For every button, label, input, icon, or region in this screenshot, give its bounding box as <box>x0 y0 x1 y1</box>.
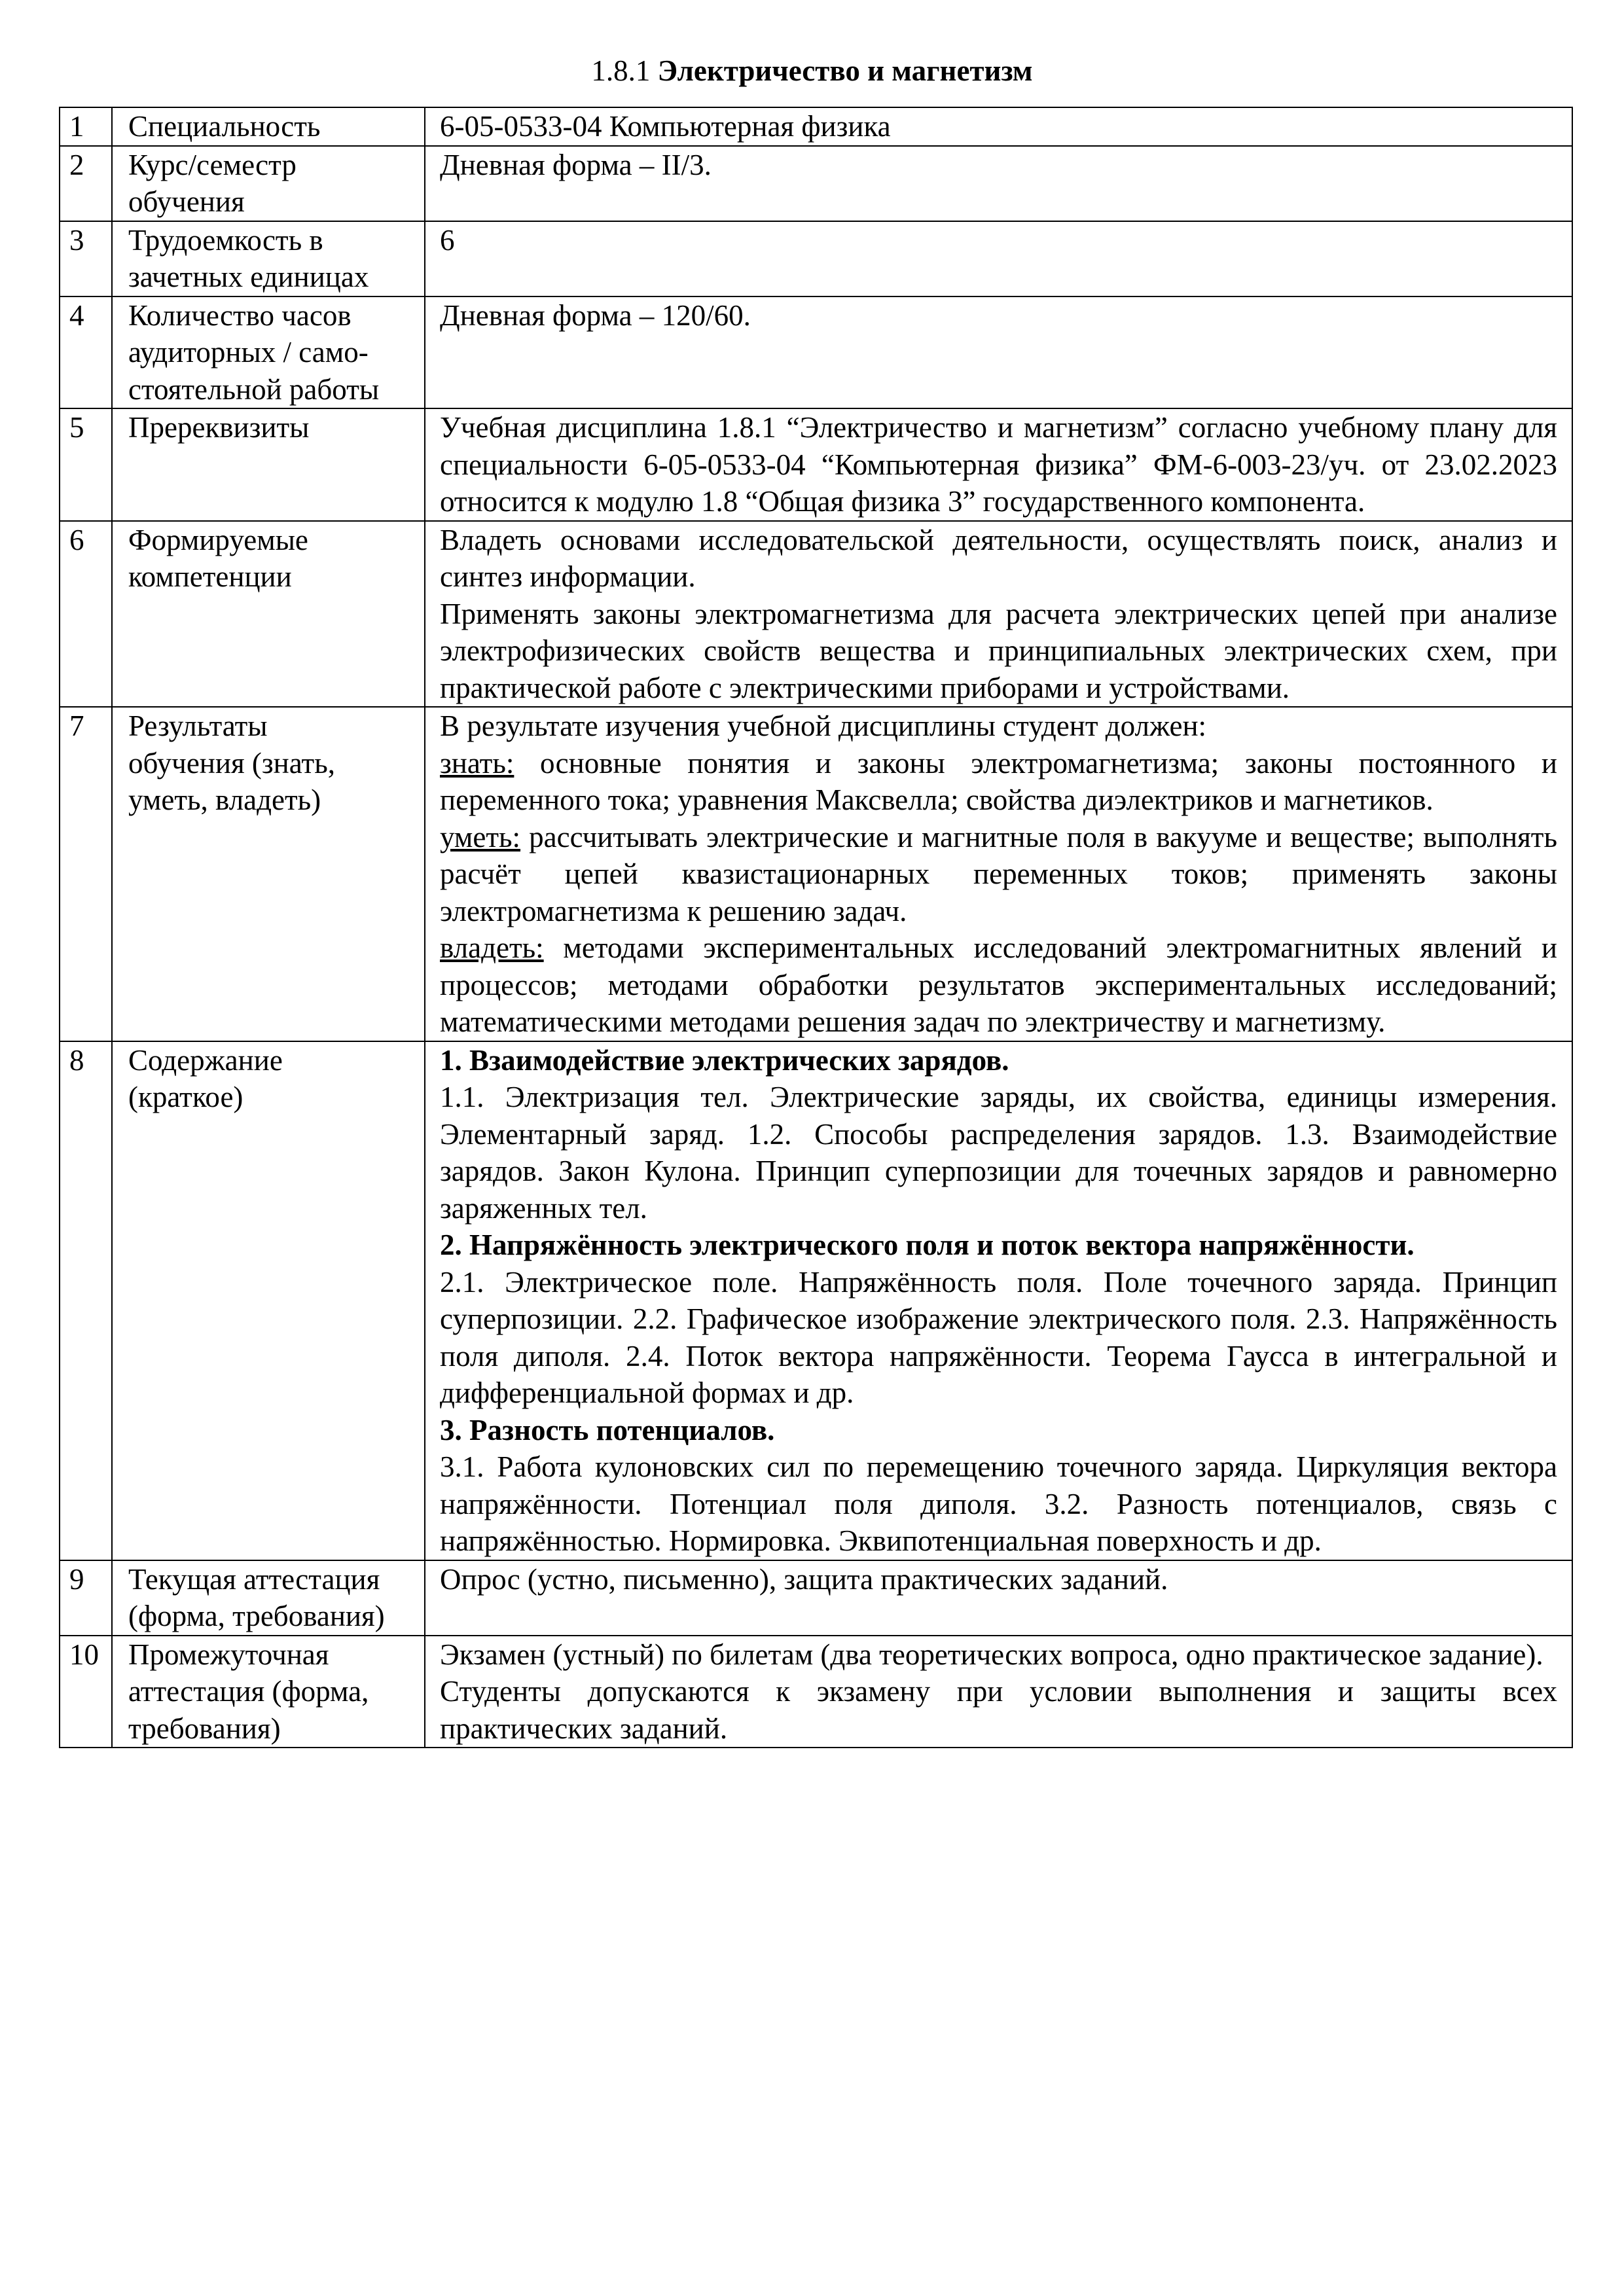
section-text: 1.1. Электризация тел. Электрические заряды, их свойства, единицы измерения. Элементарный заряд. 1.2. Способы распределения зарядов. 1.3. Взаимодействие зарядов. Закон Кулона. Принцип суперпозиции для точечных зарядов и равномерно заряженных тел. <box>440 1081 1557 1225</box>
master-text: методами экспериментальных исследований электромагнитных явлений и процессов; методами обработки результатов экспериментальных исследований; математическими методами решения задач по электричеству и магнетизму. <box>440 931 1557 1038</box>
section-text: 3.1. Работа кулоновских сил по перемещению точечного заряда. Циркуляция вектора напряжённости. Потенциал поля диполя. 3.2. Разность потенциалов, связь с напряжённостью. Нормировка. Эквипотенциальная поверхность и др. <box>440 1450 1557 1557</box>
know-text: основные понятия и законы электромагнетизма; законы постоянного и переменного тока; уравнения Максвелла; свойства диэлектриков и магнетиков. <box>440 746 1557 816</box>
value-paragraph: Владеть основами исследовательской деятельности, осуществлять поиск, анализ и синтез информации. <box>440 523 1557 593</box>
row-value <box>425 707 1572 1041</box>
row-value <box>425 408 1572 521</box>
row-label: Текущая аттестация (форма, требования) <box>112 1560 425 1636</box>
row-number: 5 <box>60 408 112 521</box>
value-paragraph: Студенты допускаются к экзамену при условии выполнения и защиты всех практических заданий. <box>440 1675 1557 1745</box>
table-row <box>60 408 1572 521</box>
row-label: Курс/семестр обучения <box>112 146 425 221</box>
section-heading: 2. Напряжённость электрического поля и поток вектора напряжённости. <box>440 1229 1415 1261</box>
course-info-table <box>59 107 1573 1748</box>
row-value <box>425 221 1572 296</box>
row-label: Формируемые компетенции <box>112 521 425 708</box>
row-value <box>425 146 1572 221</box>
learning-intro: В результате изучения учебной дисциплины студент должен: <box>440 709 1207 742</box>
row-value <box>425 1636 1572 1748</box>
can-text: рассчитывать электрические и магнитные поля в вакууме и веществе; выполнять расчёт цепей квазистационарных переменных токов; применять законы электромагнетизма к решению задач. <box>440 820 1557 927</box>
row-number: 4 <box>60 296 112 409</box>
table-row <box>60 107 1572 146</box>
table-row <box>60 146 1572 221</box>
row-value <box>425 1560 1572 1636</box>
row-number: 1 <box>60 107 112 146</box>
row-number: 3 <box>60 221 112 296</box>
table-row <box>60 707 1572 1041</box>
learning-can <box>440 819 1557 930</box>
value-paragraph: Применять законы электромагнетизма для расчета электрических цепей при анализе электрофизических свойств вещества и принципиальных электрических схем, при практической работе с электрическими приборами и устройствами. <box>440 597 1557 704</box>
table-row <box>60 1560 1572 1636</box>
value-paragraph: Экзамен (устный) по билетам (два теоретических вопроса, одно практическое задание). <box>440 1638 1543 1671</box>
row-number: 7 <box>60 707 112 1041</box>
row-value <box>425 521 1572 708</box>
row-label: Трудоемкость в зачетных единицах <box>112 221 425 296</box>
row-label: Промежуточная аттестация (форма, требования) <box>112 1636 425 1748</box>
row-label: Содержание (краткое) <box>112 1041 425 1560</box>
row-value <box>425 107 1572 146</box>
value-paragraph: Дневная форма – II/3. <box>440 148 712 181</box>
row-number: 6 <box>60 521 112 708</box>
row-number: 8 <box>60 1041 112 1560</box>
row-number: 10 <box>60 1636 112 1748</box>
learning-know <box>440 745 1557 819</box>
value-paragraph: Опрос (устно, письменно), защита практических заданий. <box>440 1562 1168 1596</box>
section-heading: 1. Взаимодействие электрических зарядов. <box>440 1043 1009 1077</box>
value-paragraph: Учебная дисциплина 1.8.1 “Электричество и магнетизм” согласно учебному плану для специальности 6-05-0533-04 “Компьютерная физика” ФМ-6-003-23/уч. от 23.02.2023 относится к модулю 1.8 “Общая физика 3” государственного компонента. <box>440 411 1557 518</box>
master-key: владеть: <box>440 931 544 964</box>
row-value <box>425 1041 1572 1560</box>
can-key: уметь: <box>440 820 521 853</box>
document-title <box>0 52 1624 89</box>
value-paragraph: 6-05-0533-04 Компьютерная физика <box>440 110 891 143</box>
section-text: 2.1. Электрическое поле. Напряжённость поля. Поле точечного заряда. Принцип суперпозиции. 2.2. Графическое изображение электрического поля. 2.3. Напряжённость поля диполя. 2.4. Поток вектора напряжённости. Теорема Гаусса в интегральной и дифференциальной формах и др. <box>440 1265 1557 1409</box>
know-key: знать: <box>440 746 514 780</box>
learning-master <box>440 929 1557 1041</box>
row-label: Пререквизиты <box>112 408 425 521</box>
row-number: 9 <box>60 1560 112 1636</box>
value-paragraph: 6 <box>440 223 455 257</box>
title-number: 1.8.1 <box>591 54 651 87</box>
table-row <box>60 296 1572 409</box>
row-label: Результаты обучения (знать, уметь, владеть) <box>112 707 425 1041</box>
title-name: Электричество и магнетизм <box>657 54 1033 87</box>
table-row <box>60 1636 1572 1748</box>
row-label: Специальность <box>112 107 425 146</box>
table-row <box>60 1041 1572 1560</box>
row-label: Количество часов аудиторных / само-стоятельной работы <box>112 296 425 409</box>
table-row <box>60 221 1572 296</box>
table-row <box>60 521 1572 708</box>
row-value <box>425 296 1572 409</box>
row-number: 2 <box>60 146 112 221</box>
value-paragraph: Дневная форма – 120/60. <box>440 298 751 332</box>
section-heading: 3. Разность потенциалов. <box>440 1413 775 1446</box>
